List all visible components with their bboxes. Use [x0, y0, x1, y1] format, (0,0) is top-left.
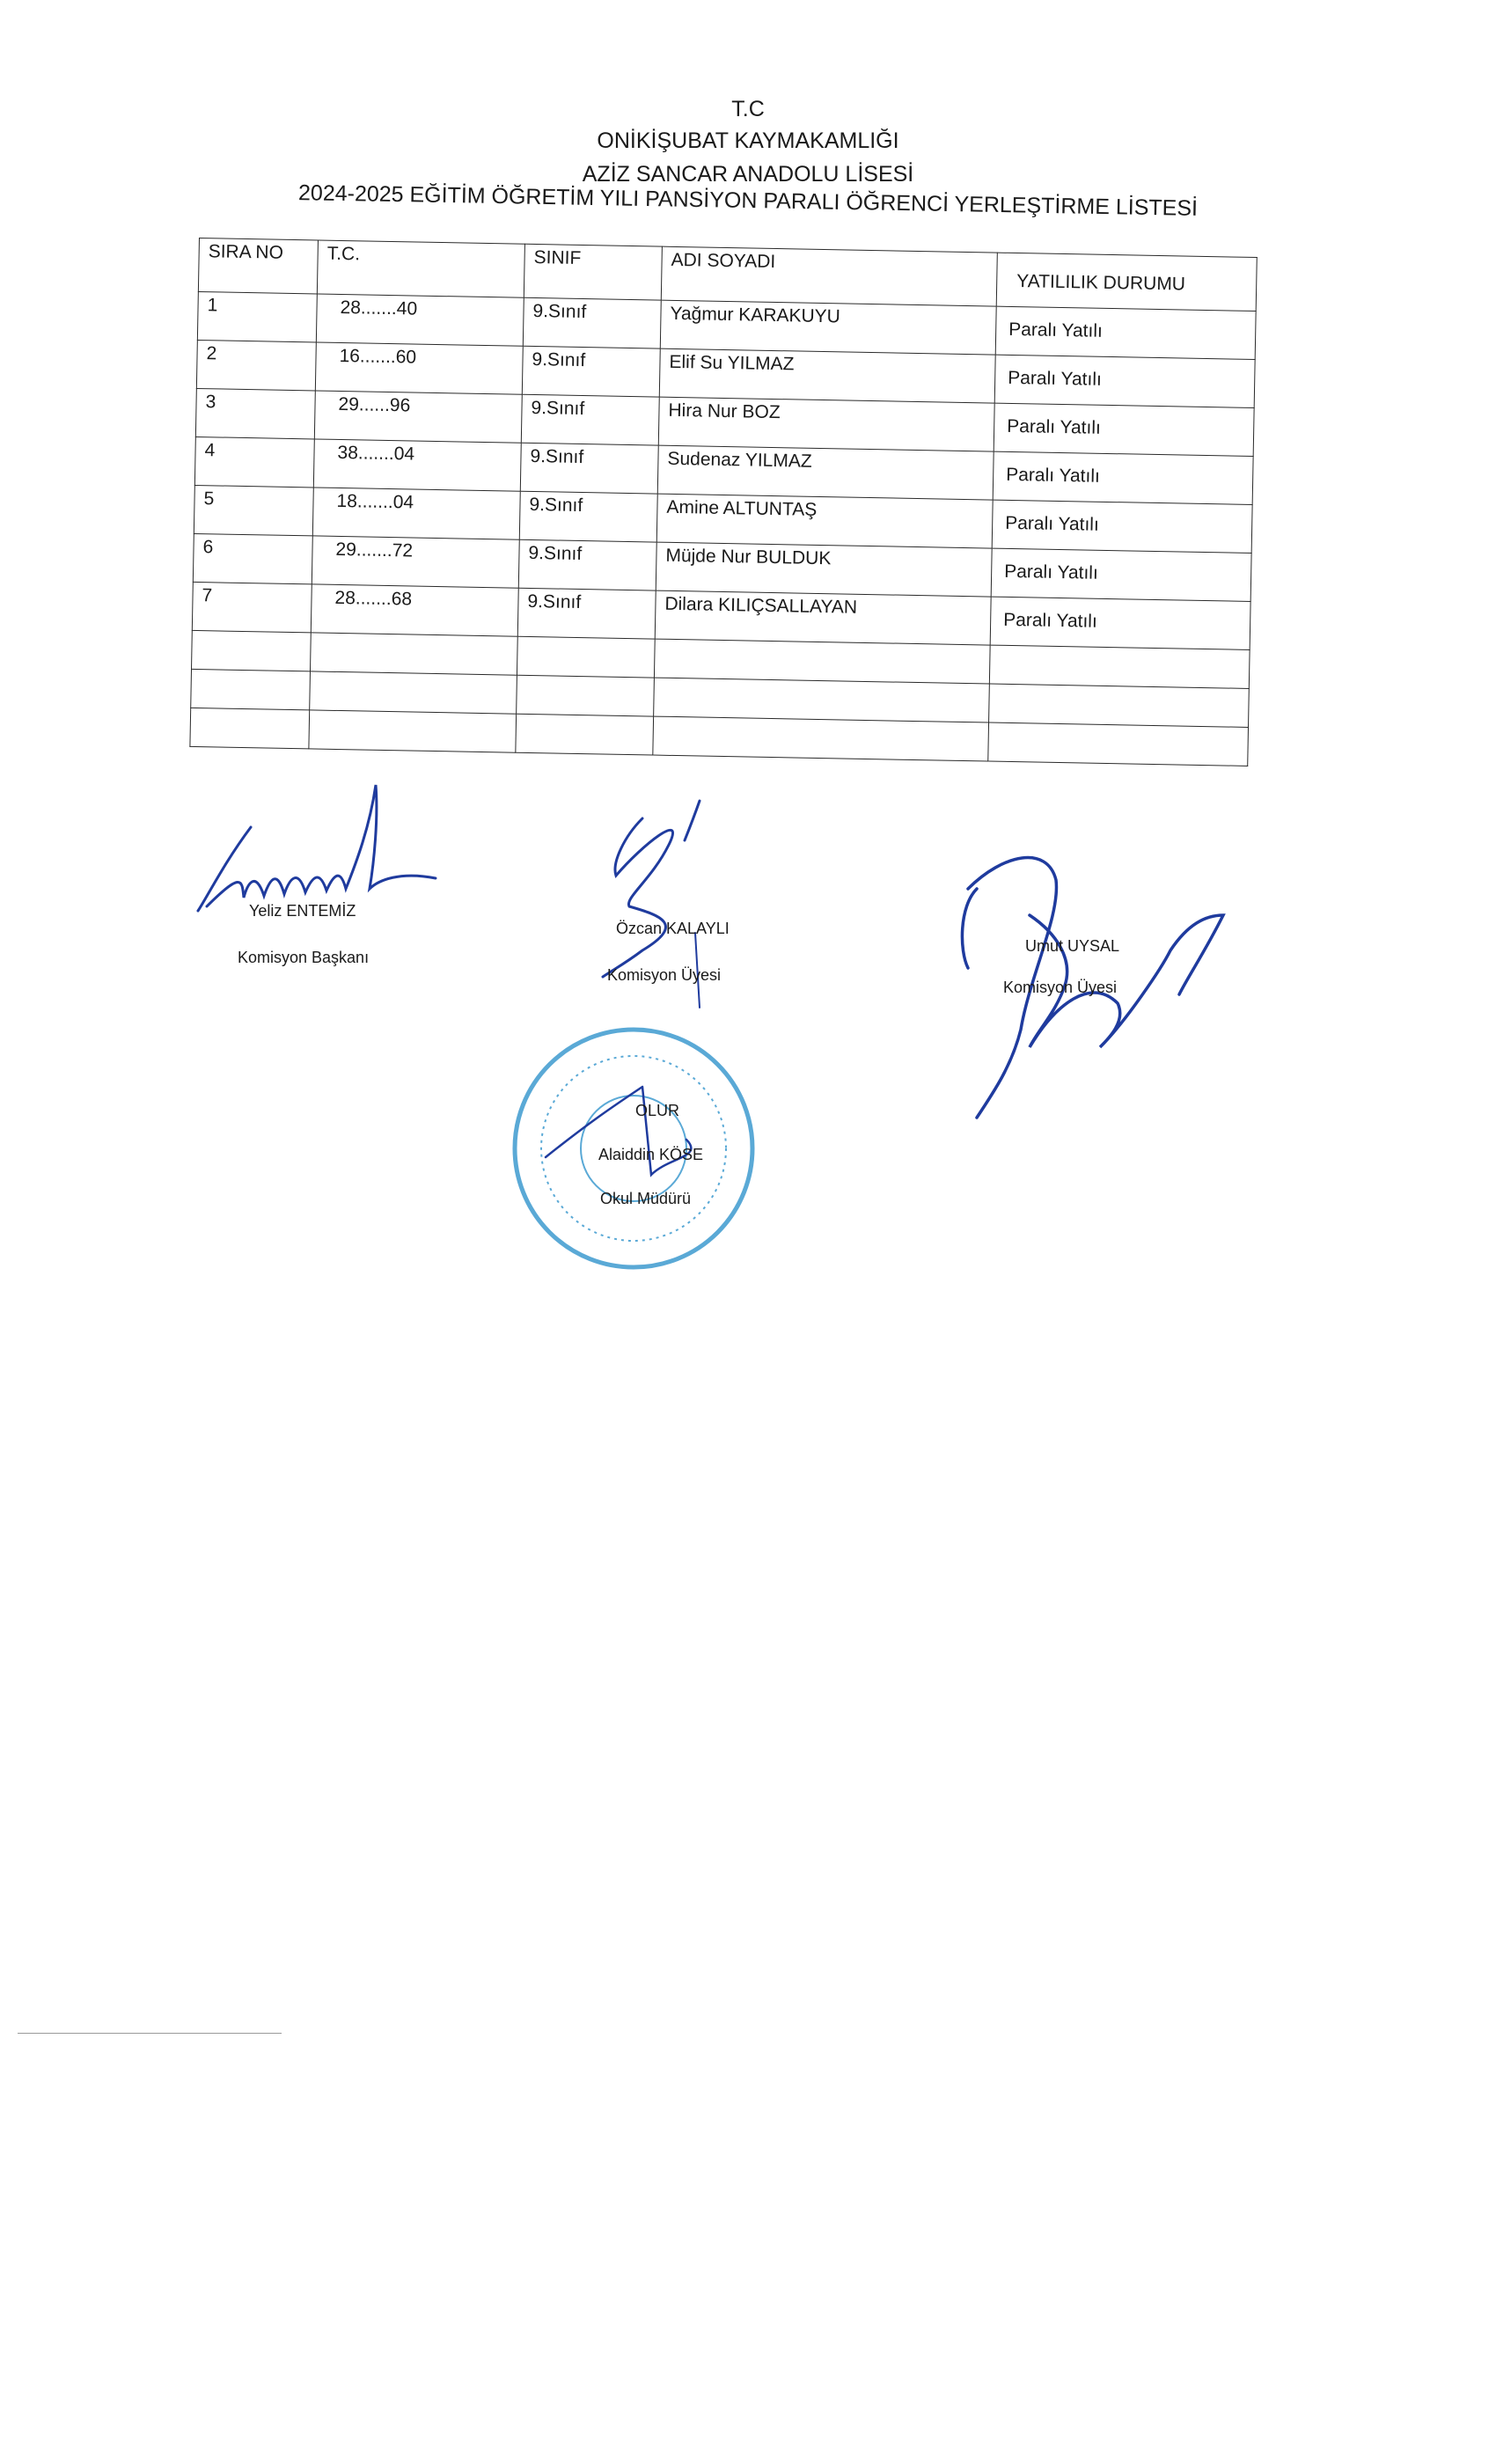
member2-name: Umut UYSAL: [1025, 937, 1120, 955]
cell-sinif: 9.Sınıf: [519, 491, 657, 542]
document-title: 2024-2025 EĞİTİM ÖĞRETİM YILI PANSİYON PARALI ÖĞRENCİ YERLEŞTİRME LİSTESİ: [297, 180, 1199, 221]
student-table-wrapper: [189, 238, 1257, 766]
cell-sira: 3: [195, 388, 315, 438]
president-title: Komisyon Başkanı: [238, 949, 370, 966]
cell-name: Hira Nur BOZ: [658, 397, 994, 451]
signature-member-2: [924, 827, 1241, 1179]
principal-title: Okul Müdürü: [600, 1190, 692, 1207]
cell-tc: 16.......60: [315, 342, 523, 394]
cell-yatililik: Paralı Yatılı: [990, 597, 1250, 649]
cell-name: Dilara KILIÇSALLAYAN: [655, 590, 991, 645]
cell-name: Sudenaz YILMAZ: [657, 445, 994, 500]
cell-name: Yağmur KARAKUYU: [660, 300, 996, 355]
cell-sinif: 9.Sınıf: [517, 588, 656, 639]
cell-sinif: 9.Sınıf: [518, 539, 656, 590]
cell-sira: 6: [193, 533, 312, 583]
cell-yatililik: Paralı Yatılı: [994, 355, 1255, 407]
principal-name: Alaiddin KÖSE: [598, 1146, 704, 1163]
cell-yatililik: Paralı Yatılı: [993, 451, 1253, 504]
cell-sira: 1: [197, 291, 317, 341]
cell-yatililik: Paralı Yatılı: [992, 500, 1252, 553]
cell-sira: 4: [194, 436, 314, 487]
member2-title: Komisyon Üyesi: [1003, 979, 1118, 996]
signature-president: [189, 766, 444, 924]
cell-tc: 29......96: [314, 391, 522, 443]
cell-yatililik: Paralı Yatılı: [995, 306, 1256, 359]
cell-tc: 28.......68: [311, 584, 518, 636]
cell-tc: 38.......04: [313, 439, 521, 491]
member1-name: Özcan KALAYLI: [616, 920, 730, 937]
cell-tc: 18.......04: [312, 488, 520, 539]
cell-sinif: 9.Sınıf: [520, 443, 658, 494]
col-sinif: SINIF: [524, 244, 662, 300]
col-adi-soyadi: ADI SOYADI: [661, 246, 997, 306]
scan-line-artifact: [18, 2033, 282, 2034]
cell-sinif: 9.Sınıf: [521, 394, 659, 445]
cell-sira: 2: [196, 340, 316, 390]
header-line-2: ONİKİŞUBAT KAYMAKAMLIĞI: [597, 128, 899, 153]
cell-yatililik: Paralı Yatılı: [991, 548, 1251, 601]
cell-name: Elif Su YILMAZ: [659, 348, 995, 403]
col-tc: T.C.: [317, 240, 524, 297]
header-line-3: AZİZ SANCAR ANADOLU LİSESİ: [582, 162, 914, 187]
cell-sinif: 9.Sınıf: [522, 346, 660, 397]
header-line-1: T.C: [731, 97, 765, 121]
cell-name: Amine ALTUNTAŞ: [656, 494, 993, 548]
table-body: [190, 291, 1256, 766]
cell-sira: 5: [194, 485, 313, 535]
cell-sira: 7: [192, 582, 312, 632]
cell-tc: 28.......40: [316, 294, 524, 346]
col-yatililik: YATILILIK DURUMU: [996, 253, 1257, 311]
student-table: [189, 238, 1257, 766]
president-name: Yeliz ENTEMİZ: [249, 902, 356, 920]
cell-name: Müjde Nur BULDUK: [656, 542, 992, 597]
col-sira-no: SIRA NO: [198, 238, 318, 294]
cell-sinif: 9.Sınıf: [523, 297, 661, 348]
principal-approval: OLUR: [635, 1102, 680, 1119]
cell-yatililik: Paralı Yatılı: [994, 403, 1254, 456]
cell-tc: 29.......72: [312, 536, 519, 588]
member1-title: Komisyon Üyesi: [607, 966, 722, 984]
